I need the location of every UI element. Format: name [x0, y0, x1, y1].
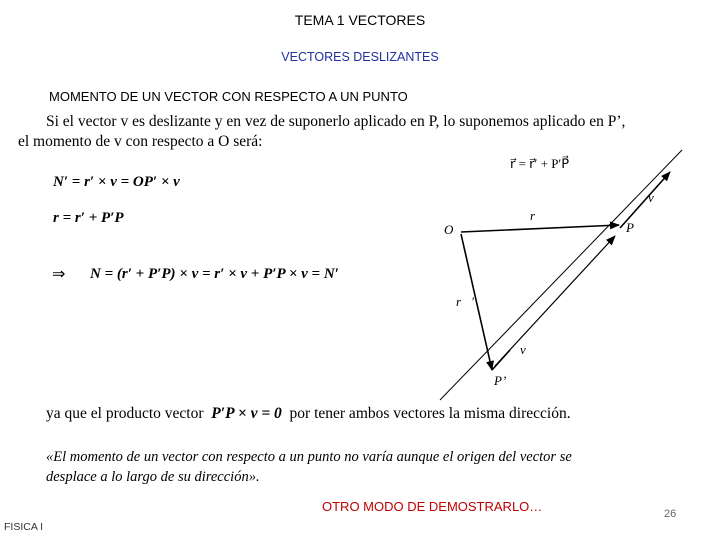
quote-line1: «El momento de un vector con respecto a un punto no varía aunque el origen del vector se [46, 449, 572, 465]
conclusion-text-after: por tener ambos vectores la misma dirección. [289, 405, 571, 422]
equation-moment-n: N = (r′ + P′P) × v = r′ × v + P′P × v = N′ [90, 266, 339, 282]
label-o: O [444, 222, 454, 237]
conclusion-equation: P′P × v = 0 [211, 405, 282, 422]
slide-subtitle: VECTORES DESLIZANTES [281, 50, 439, 64]
quote-line2: desplace a lo largo de su dirección». [46, 469, 260, 485]
page-number: 26 [664, 508, 677, 520]
label-p-prime: P’ [494, 373, 507, 388]
conclusion-text-before: ya que el producto vector [46, 405, 204, 422]
label-r-prime: r⃗′ [456, 294, 475, 309]
equation-moment-n-prime: N′ = r′ × v = OP′ × v [53, 174, 180, 190]
label-v-bottom: v⃗ [520, 342, 536, 357]
diagram-relation: r⃗ = r⃗′ + P′P⃗ [510, 156, 570, 171]
intro-paragraph-line2: el momento de v con respecto a O será: [18, 133, 263, 150]
label-v-top: v⃗ [648, 190, 664, 205]
footer-course: FISICA I [4, 521, 44, 533]
section-heading: MOMENTO DE UN VECTOR CON RESPECTO A UN PUNTO [49, 89, 408, 104]
equation-r-sum: r = r′ + P′P [53, 210, 124, 226]
intro-paragraph-line1: Si el vector v es deslizante y en vez de suponerlo aplicado en P, lo suponemos aplicado en P’, [46, 113, 626, 130]
label-p: P [626, 220, 634, 235]
label-r: r⃗ [530, 208, 546, 223]
implies-arrow: ⇒ [52, 266, 66, 283]
vector-p-prime-p [495, 236, 615, 366]
line-of-action [440, 150, 682, 400]
vector-r [461, 225, 619, 232]
slide-title: TEMA 1 VECTORES [294, 12, 426, 28]
other-mode-link[interactable]: OTRO MODO DE DEMOSTRARLO… [322, 499, 543, 514]
